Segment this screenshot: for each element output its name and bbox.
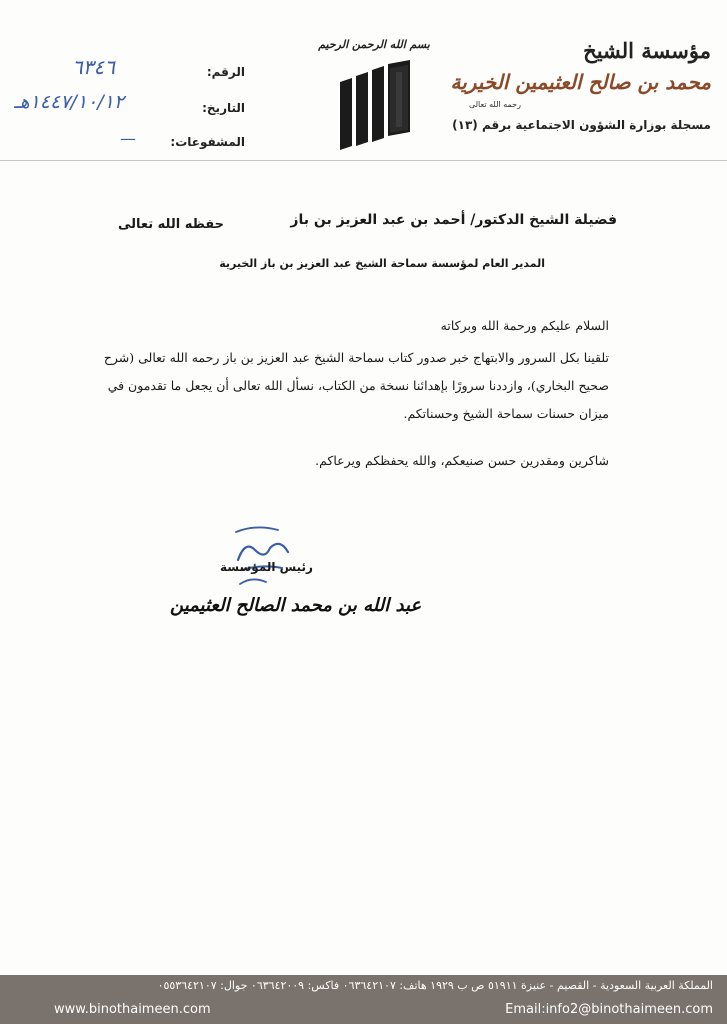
logo-emblem-icon [318,32,430,154]
attachments-value: — [120,129,136,148]
date-label: التاريخ: [202,101,245,115]
closing-line: شاكرين ومقدرين حسن صنيعكم، والله يحفظكم ويرعاكم. [315,453,609,468]
signer-title: رئيس المؤسسة [220,560,313,574]
date-value: ١٤٤٧/١٠/١٢هـ [14,91,125,113]
org-logo [318,32,430,154]
number-value: ٦٣٤٦ [72,55,115,79]
reference-block [10,55,245,155]
footer-address: المملكة العربية السعودية - القصيم - عنيزة ٥١٩١١ ص ب ١٩٢٩ هاتف: ٠٦٣٦٤٢١٠٧ فاكس: ٠٦٣٦٤٢٠٠٩ جوال: ٠٥٥٣٦٤٢١٠٧ [157,979,713,992]
letterhead [0,0,727,162]
organization-block [450,38,711,138]
logo-basmala: بسم الله الرحمن الرحيم [318,38,430,51]
org-registration: مسجلة بوزارة الشؤون الاجتماعية برقم (١٣) [452,118,711,132]
signature-scribble-icon [170,520,350,590]
signer-name: عبد الله بن محمد الصالح العثيمين [170,595,422,616]
addressee-honorific: حفظه الله تعالى [118,217,224,232]
salutation: السلام عليكم ورحمة الله وبركاته [440,318,609,333]
header-divider [0,160,727,161]
body-paragraph: تلقينا بكل السرور والابتهاج خبر صدور كتاب سماحة الشيخ عبد العزيز بن باز رحمه الله تعالى (شرح صحيح البخاري)، وازددنا سرورًا بإهدائنا نسخة من الكتاب، نسأل الله تعالى أن يجعل ما تقدمون في ميزان حسنات سماحة الشيخ وحسناتكم. [103,350,609,421]
number-label: الرقم: [206,65,245,79]
signature-block [170,520,422,650]
org-title: مؤسسة الشيخ [583,38,711,63]
addressee-position: المدير العام لمؤسسة سماحة الشيخ عبد العزيز بن باز الخيرية [219,257,545,270]
footer-email[interactable]: Email:info2@binothaimeen.com [505,1002,713,1017]
footer-website[interactable]: www.binothaimeen.com [54,1002,211,1017]
addressee: فضيلة الشيخ الدكتور/ أحمد بن عبد العزيز بن باز [290,212,617,228]
org-name: محمد بن صالح العثيمين الخيرية [450,70,711,94]
attachments-label: المشفوعات: [170,135,245,149]
org-honor: رحمه الله تعالى [468,100,521,109]
letter-footer [0,975,727,1024]
